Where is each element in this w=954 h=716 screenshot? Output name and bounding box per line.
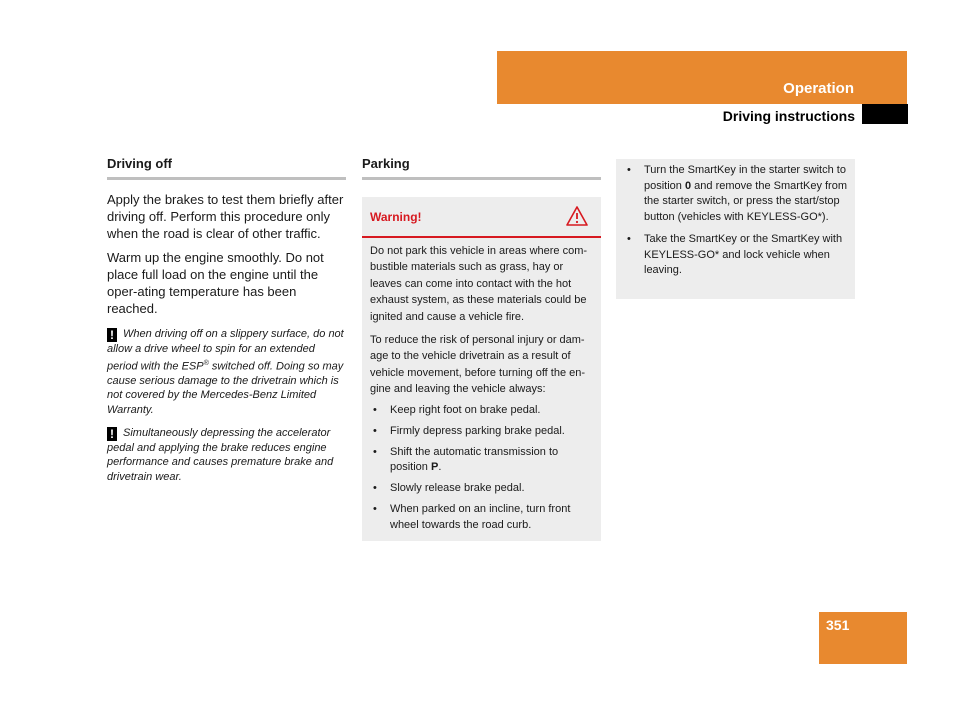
notice-accelerator-brake: [107, 426, 346, 485]
page-tab-marker: [862, 104, 908, 124]
exclamation-icon: !: [107, 328, 117, 342]
list-item: [370, 481, 593, 497]
list-item: [624, 163, 847, 225]
bullet-icon: •: [627, 164, 631, 176]
page-number-box: [819, 612, 907, 664]
subsection-title: Driving instructions: [722, 108, 855, 124]
warning-box: [362, 197, 601, 541]
parking-column: [362, 156, 601, 541]
bullet-icon: •: [627, 233, 631, 245]
warning-body: [362, 238, 601, 541]
driving-off-paragraph-1: Apply the brakes to test them briefly after driving off. Perform this procedure only when the road is clear of other traffic.: [107, 192, 344, 241]
list-item-text: Keep right foot on brake pedal.: [390, 403, 541, 416]
page-number: 351: [826, 617, 850, 633]
list-item-text: When parked on an incline, turn front wheel towards the road curb.: [390, 503, 571, 531]
list-item: [370, 403, 593, 419]
exclamation-icon: !: [107, 427, 117, 441]
bullet-icon: •: [373, 445, 377, 458]
list-item: [624, 232, 847, 279]
list-item-text: Shift the automatic transmission to position: [390, 445, 559, 474]
list-item: [370, 445, 593, 476]
list-item-text: Take the SmartKey or the SmartKey with KEYLESS-GO* and lock vehicle when leaving.: [644, 233, 843, 276]
parking-heading: Parking: [362, 156, 601, 180]
gear-position: P: [430, 461, 439, 474]
warning-header: [362, 197, 601, 238]
bullet-icon: •: [373, 503, 377, 516]
warning-paragraph-1: Do not park this vehicle in areas where com-bustible materials such as grass, hay or leaves can come into contact with the hot exhaust system, as these materials could be ignited and cause a vehicle fire.: [370, 245, 588, 323]
list-item-text-end: .: [438, 461, 442, 474]
section-title: Operation: [783, 80, 854, 97]
bullet-icon: •: [373, 424, 377, 437]
notice-2-text: Simultaneously depressing the accelerator pedal and applying the brake reduces engine performance and causes premature brake and drivetrain wear.: [107, 426, 334, 483]
list-item: [370, 424, 593, 440]
list-item: [370, 502, 593, 533]
continued-steps-list: [616, 159, 855, 279]
parking-steps-list: [370, 403, 593, 534]
list-item-text: Turn the SmartKey in the starter switch to position: [644, 164, 846, 192]
notice-1-text-b: switched off. Doing so may cause serious damage to the drivetrain which is not covered by the Mercedes-Benz Limited Warranty.: [107, 360, 344, 417]
key-position: 0: [684, 179, 692, 192]
notice-1-text-a: When driving off on a slippery surface, do not allow a drive wheel to spin for an extended period with the ESP: [107, 328, 344, 373]
driving-off-paragraph-2: Warm up the engine smoothly. Do not place full load on the engine until the oper-ating temperature has been reached.: [107, 250, 324, 316]
warning-title: Warning!: [370, 210, 422, 224]
warning-paragraph-2: To reduce the risk of personal injury or dam-age to the vehicle drivetrain as a result of vehicle movement, before turning off the en-gine and leaving the vehicle always:: [370, 334, 586, 396]
list-item-text-end: and remove the SmartKey from the starter switch, or press the start/stop button (vehicles with KEYLESS-GO*).: [644, 179, 848, 223]
warning-triangle-icon: [566, 206, 588, 226]
continued-steps-box: [616, 159, 855, 299]
bullet-icon: •: [373, 403, 377, 416]
list-item-text: Firmly depress parking brake pedal.: [390, 424, 565, 437]
notice-slippery-surface: [107, 327, 346, 418]
driving-off-heading: Driving off: [107, 156, 346, 180]
bullet-icon: •: [373, 482, 377, 495]
registered-mark: ®: [203, 359, 209, 367]
driving-off-column: [107, 156, 346, 492]
list-item-text: Slowly release brake pedal.: [390, 482, 525, 495]
